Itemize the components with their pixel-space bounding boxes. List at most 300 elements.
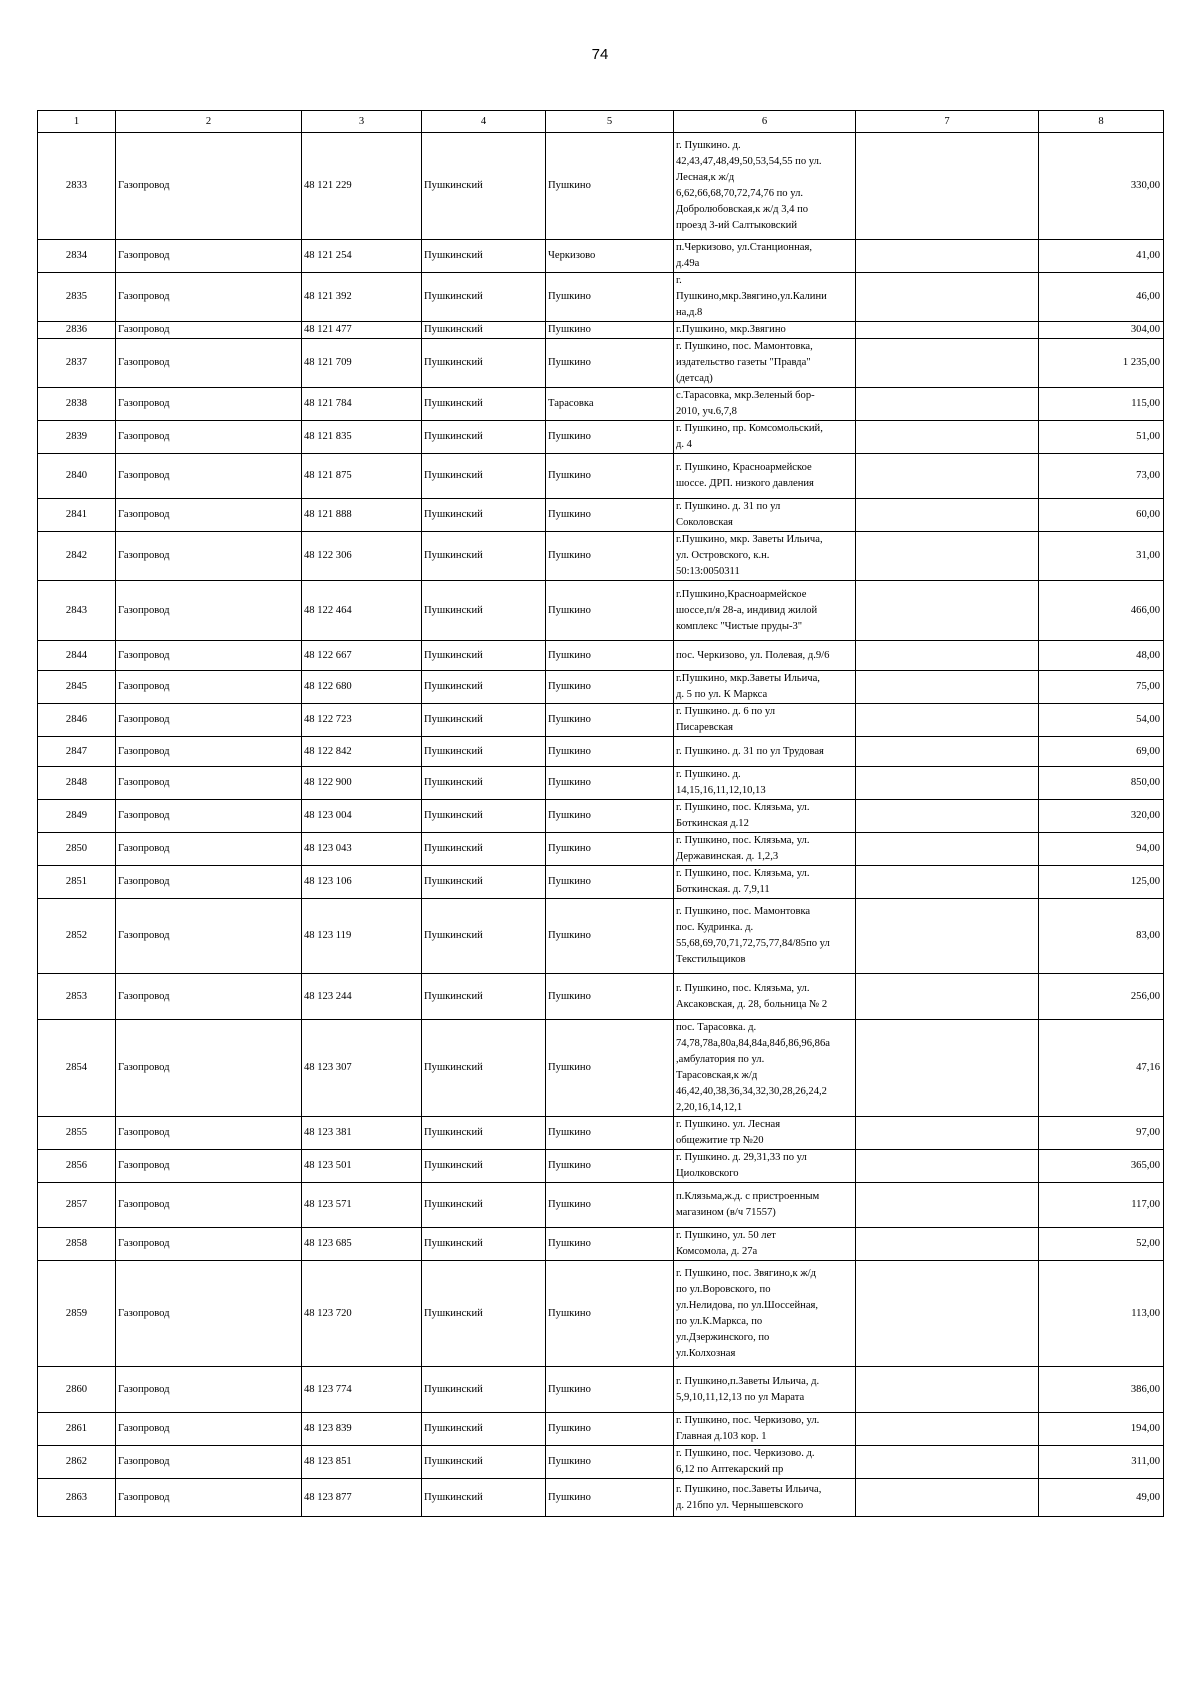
district: Пушкинский — [422, 899, 546, 974]
register-table — [37, 110, 1164, 1517]
column-header: 2 — [116, 111, 302, 133]
table-row — [38, 974, 1164, 1020]
address-line: по ул.Воровского, по — [676, 1283, 771, 1295]
address-line: г.Пушкино,Красноармейское — [676, 588, 807, 600]
address-line: 6,62,66,68,70,72,74,76 по ул. — [676, 188, 804, 199]
object-name: Газопровод — [116, 240, 302, 273]
object-name: Газопровод — [116, 1367, 302, 1413]
locality: Пушкино — [546, 899, 674, 974]
column-header: 1 — [38, 111, 116, 133]
value: 850,00 — [1039, 767, 1164, 800]
object-code: 48 121 229 — [302, 133, 422, 240]
column-7-cell — [856, 388, 1039, 421]
object-code: 48 123 839 — [302, 1413, 422, 1446]
column-7-cell — [856, 1020, 1039, 1117]
object-code: 48 122 900 — [302, 767, 422, 800]
object-code: 48 123 307 — [302, 1020, 422, 1117]
object-name: Газопровод — [116, 1117, 302, 1150]
address-line: г. Пушкино. д. 6 по ул — [676, 706, 775, 717]
address-line: пос. Кудринка. д. — [676, 922, 754, 933]
address-line: Циолковского — [676, 1168, 739, 1179]
object-name: Газопровод — [116, 1261, 302, 1367]
district: Пушкинский — [422, 1413, 546, 1446]
column-7-cell — [856, 1150, 1039, 1183]
column-7-cell — [856, 339, 1039, 388]
table-row — [38, 800, 1164, 833]
district: Пушкинский — [422, 833, 546, 866]
value: 49,00 — [1039, 1479, 1164, 1517]
address-line: Главная д.103 кор. 1 — [676, 1431, 767, 1442]
row-number: 2845 — [38, 671, 116, 704]
object-code: 48 123 004 — [302, 800, 422, 833]
address — [674, 1150, 856, 1183]
object-name: Газопровод — [116, 1150, 302, 1183]
address-line: 5,9,10,11,12,13 по ул Марата — [676, 1391, 805, 1403]
address-line: г. Пушкино, пос. Клязьма, ул. — [676, 835, 810, 846]
object-name: Газопровод — [116, 1479, 302, 1517]
value: 54,00 — [1039, 704, 1164, 737]
table-row — [38, 1117, 1164, 1150]
column-7-cell — [856, 704, 1039, 737]
locality: Пушкино — [546, 1261, 674, 1367]
address — [674, 671, 856, 704]
address — [674, 454, 856, 499]
row-number: 2861 — [38, 1413, 116, 1446]
locality: Пушкино — [546, 499, 674, 532]
locality: Черкизово — [546, 240, 674, 273]
address-line: Текстильщиков — [676, 954, 746, 965]
address-line: 50:13:0050311 — [676, 566, 740, 577]
address-line: Комсомола, д. 27а — [676, 1246, 758, 1257]
row-number: 2852 — [38, 899, 116, 974]
column-7-cell — [856, 974, 1039, 1020]
address-line: Соколовская — [676, 517, 733, 528]
address-line: д.49а — [676, 258, 700, 269]
address-line: Боткинская д.12 — [676, 818, 749, 829]
district: Пушкинский — [422, 866, 546, 899]
value: 73,00 — [1039, 454, 1164, 499]
column-7-cell — [856, 800, 1039, 833]
district: Пушкинский — [422, 388, 546, 421]
object-name: Газопровод — [116, 273, 302, 322]
object-code: 48 123 106 — [302, 866, 422, 899]
column-7-cell — [856, 1367, 1039, 1413]
locality: Пушкино — [546, 322, 674, 339]
address-line: (детсад) — [676, 373, 713, 384]
object-name: Газопровод — [116, 499, 302, 532]
district: Пушкинский — [422, 273, 546, 322]
object-name: Газопровод — [116, 974, 302, 1020]
object-name: Газопровод — [116, 737, 302, 767]
object-code: 48 123 685 — [302, 1228, 422, 1261]
table-row — [38, 1228, 1164, 1261]
column-7-cell — [856, 671, 1039, 704]
column-7-cell — [856, 1228, 1039, 1261]
row-number: 2840 — [38, 454, 116, 499]
locality: Пушкино — [546, 800, 674, 833]
row-number: 2847 — [38, 737, 116, 767]
object-name: Газопровод — [116, 1020, 302, 1117]
district: Пушкинский — [422, 641, 546, 671]
object-name: Газопровод — [116, 671, 302, 704]
row-number: 2837 — [38, 339, 116, 388]
address-line: г. Пушкино. ул. Лесная — [676, 1119, 781, 1130]
locality: Пушкино — [546, 671, 674, 704]
row-number: 2857 — [38, 1183, 116, 1228]
address-line: Аксаковская, д. 28, больница № 2 — [676, 998, 828, 1010]
column-7-cell — [856, 499, 1039, 532]
row-number: 2836 — [38, 322, 116, 339]
district: Пушкинский — [422, 737, 546, 767]
value: 256,00 — [1039, 974, 1164, 1020]
table-row — [38, 499, 1164, 532]
address-line: Лесная,к ж/д — [676, 172, 735, 183]
address — [674, 1413, 856, 1446]
address-line: 42,43,47,48,49,50,53,54,55 по ул. — [676, 156, 822, 167]
address-line: по ул.К.Маркса, по — [676, 1315, 763, 1327]
district: Пушкинский — [422, 1183, 546, 1228]
address-line: пос. Тарасовка. д. — [676, 1022, 757, 1033]
column-7-cell — [856, 1413, 1039, 1446]
row-number: 2843 — [38, 581, 116, 641]
district: Пушкинский — [422, 1117, 546, 1150]
row-number: 2851 — [38, 866, 116, 899]
row-number: 2844 — [38, 641, 116, 671]
value: 47,16 — [1039, 1020, 1164, 1117]
object-code: 48 121 254 — [302, 240, 422, 273]
value: 115,00 — [1039, 388, 1164, 421]
object-code: 48 123 043 — [302, 833, 422, 866]
address-line: шоссе,п/я 28-а, индивид жилой — [676, 604, 818, 616]
column-7-cell — [856, 1183, 1039, 1228]
address-line: Тарасовская,к ж/д — [676, 1070, 758, 1081]
row-number: 2835 — [38, 273, 116, 322]
object-code: 48 121 709 — [302, 339, 422, 388]
locality: Пушкино — [546, 866, 674, 899]
address-line: 46,42,40,38,36,34,32,30,28,26,24,2 — [676, 1086, 827, 1097]
row-number: 2839 — [38, 421, 116, 454]
row-number: 2848 — [38, 767, 116, 800]
object-name: Газопровод — [116, 532, 302, 581]
address-line: на,д.8 — [676, 307, 703, 318]
row-number: 2854 — [38, 1020, 116, 1117]
address — [674, 1117, 856, 1150]
locality: Тарасовка — [546, 388, 674, 421]
address-line: ул. Островского, к.н. — [676, 550, 770, 561]
address-line: г. Пушкино, пр. Комсомольский, — [676, 423, 823, 434]
table-row — [38, 1020, 1164, 1117]
object-name: Газопровод — [116, 641, 302, 671]
object-code: 48 122 680 — [302, 671, 422, 704]
object-code: 48 123 877 — [302, 1479, 422, 1517]
value: 304,00 — [1039, 322, 1164, 339]
object-code: 48 123 774 — [302, 1367, 422, 1413]
address-line: 55,68,69,70,71,72,75,77,84/85по ул — [676, 938, 830, 949]
address-line: г. Пушкино. д. 29,31,33 по ул — [676, 1152, 807, 1163]
locality: Пушкино — [546, 1228, 674, 1261]
value: 194,00 — [1039, 1413, 1164, 1446]
address-line: издательство газеты "Правда" — [676, 357, 811, 368]
table-row — [38, 1413, 1164, 1446]
object-code: 48 121 477 — [302, 322, 422, 339]
column-7-cell — [856, 581, 1039, 641]
locality: Пушкино — [546, 767, 674, 800]
table-row — [38, 454, 1164, 499]
address — [674, 339, 856, 388]
district: Пушкинский — [422, 1150, 546, 1183]
object-code: 48 123 571 — [302, 1183, 422, 1228]
address-line: г. Пушкино. д. — [676, 769, 741, 780]
object-code: 48 123 501 — [302, 1150, 422, 1183]
table-header-row — [38, 111, 1164, 133]
address-line: г.Пушкино, мкр.Заветы Ильича, — [676, 673, 820, 684]
address-line: 14,15,16,11,12,10,13 — [676, 785, 766, 796]
locality: Пушкино — [546, 273, 674, 322]
object-name: Газопровод — [116, 833, 302, 866]
district: Пушкинский — [422, 800, 546, 833]
address-line: г. Пушкино,п.Заветы Ильича, д. — [676, 1375, 820, 1387]
locality: Пушкино — [546, 1020, 674, 1117]
locality: Пушкино — [546, 454, 674, 499]
column-header: 3 — [302, 111, 422, 133]
object-code: 48 123 119 — [302, 899, 422, 974]
locality: Пушкино — [546, 532, 674, 581]
locality: Пушкино — [546, 1150, 674, 1183]
district: Пушкинский — [422, 1261, 546, 1367]
address-line: Боткинская. д. 7,9,11 — [676, 884, 770, 895]
address — [674, 532, 856, 581]
table-row — [38, 767, 1164, 800]
address-line: 2010, уч.6,7,8 — [676, 406, 737, 417]
district: Пушкинский — [422, 704, 546, 737]
object-name: Газопровод — [116, 581, 302, 641]
column-header: 8 — [1039, 111, 1164, 133]
value: 117,00 — [1039, 1183, 1164, 1228]
address-line: г. Пушкино, пос. Клязьма, ул. — [676, 868, 810, 879]
value: 69,00 — [1039, 737, 1164, 767]
object-code: 48 121 888 — [302, 499, 422, 532]
column-7-cell — [856, 737, 1039, 767]
locality: Пушкино — [546, 1183, 674, 1228]
address-line: г. Пушкино, пос. Мамонтовка, — [676, 341, 813, 352]
column-7-cell — [856, 322, 1039, 339]
column-7-cell — [856, 1479, 1039, 1517]
address-line: г. Пушкино, пос. Мамонтовка — [676, 906, 811, 917]
value: 46,00 — [1039, 273, 1164, 322]
address-line: проезд 3-ий Салтыковский — [676, 220, 797, 231]
object-name: Газопровод — [116, 899, 302, 974]
address-line: г. Пушкино, пос.Заветы Ильича, — [676, 1483, 822, 1495]
object-name: Газопровод — [116, 1413, 302, 1446]
row-number: 2850 — [38, 833, 116, 866]
address — [674, 1261, 856, 1367]
value: 320,00 — [1039, 800, 1164, 833]
row-number: 2855 — [38, 1117, 116, 1150]
row-number: 2862 — [38, 1446, 116, 1479]
address-line: ул.Дзержинского, по — [676, 1331, 770, 1343]
address-line: г. Пушкино, пос. Клязьма, ул. — [676, 982, 810, 994]
table-row — [38, 581, 1164, 641]
column-7-cell — [856, 1117, 1039, 1150]
address — [674, 899, 856, 974]
object-code: 48 123 720 — [302, 1261, 422, 1367]
object-name: Газопровод — [116, 339, 302, 388]
object-name: Газопровод — [116, 704, 302, 737]
column-header: 7 — [856, 111, 1039, 133]
row-number: 2838 — [38, 388, 116, 421]
district: Пушкинский — [422, 671, 546, 704]
row-number: 2860 — [38, 1367, 116, 1413]
locality: Пушкино — [546, 833, 674, 866]
district: Пушкинский — [422, 1446, 546, 1479]
column-7-cell — [856, 454, 1039, 499]
value: 75,00 — [1039, 671, 1164, 704]
locality: Пушкино — [546, 339, 674, 388]
table-row — [38, 833, 1164, 866]
value: 31,00 — [1039, 532, 1164, 581]
address — [674, 1479, 856, 1517]
value: 125,00 — [1039, 866, 1164, 899]
locality: Пушкино — [546, 133, 674, 240]
row-number: 2856 — [38, 1150, 116, 1183]
value: 97,00 — [1039, 1117, 1164, 1150]
locality: Пушкино — [546, 737, 674, 767]
address — [674, 1228, 856, 1261]
row-number: 2834 — [38, 240, 116, 273]
row-number: 2849 — [38, 800, 116, 833]
address — [674, 1367, 856, 1413]
address — [674, 1446, 856, 1479]
object-code: 48 121 835 — [302, 421, 422, 454]
address-line: Пушкино,мкр.Звягино,ул.Калини — [676, 291, 827, 302]
table-row — [38, 339, 1164, 388]
address-line: ,амбулатория по ул. — [676, 1054, 765, 1065]
table-row — [38, 1446, 1164, 1479]
row-number: 2858 — [38, 1228, 116, 1261]
address — [674, 388, 856, 421]
table-row — [38, 421, 1164, 454]
district: Пушкинский — [422, 322, 546, 339]
address-line: г. Пушкино, пос. Черкизово. д. — [676, 1448, 815, 1459]
object-name: Газопровод — [116, 1228, 302, 1261]
district: Пушкинский — [422, 133, 546, 240]
value: 311,00 — [1039, 1446, 1164, 1479]
object-code: 48 122 667 — [302, 641, 422, 671]
page-number: 74 — [591, 46, 609, 63]
locality: Пушкино — [546, 1413, 674, 1446]
table-row — [38, 704, 1164, 737]
address — [674, 240, 856, 273]
object-code: 48 122 723 — [302, 704, 422, 737]
table-row — [38, 240, 1164, 273]
column-7-cell — [856, 1261, 1039, 1367]
table-row — [38, 273, 1164, 322]
address — [674, 833, 856, 866]
object-code: 48 121 875 — [302, 454, 422, 499]
object-name: Газопровод — [116, 1183, 302, 1228]
address — [674, 322, 856, 339]
row-number: 2842 — [38, 532, 116, 581]
column-7-cell — [856, 1446, 1039, 1479]
address — [674, 767, 856, 800]
address-line: г. Пушкино, пос. Черкизово, ул. — [676, 1415, 820, 1426]
column-7-cell — [856, 767, 1039, 800]
value: 41,00 — [1039, 240, 1164, 273]
locality: Пушкино — [546, 581, 674, 641]
table-row — [38, 1367, 1164, 1413]
address — [674, 704, 856, 737]
row-number: 2863 — [38, 1479, 116, 1517]
address-line: д. 4 — [676, 439, 692, 450]
address-line: г. — [676, 275, 682, 286]
address-line: Писаревская — [676, 722, 734, 733]
object-name: Газопровод — [116, 133, 302, 240]
address — [674, 974, 856, 1020]
district: Пушкинский — [422, 499, 546, 532]
address-line: Державинская. д. 1,2,3 — [676, 851, 779, 862]
address — [674, 133, 856, 240]
row-number: 2853 — [38, 974, 116, 1020]
address — [674, 641, 856, 671]
column-7-cell — [856, 532, 1039, 581]
object-name: Газопровод — [116, 767, 302, 800]
address-line: д. 5 по ул. К Маркса — [676, 689, 768, 700]
value: 386,00 — [1039, 1367, 1164, 1413]
column-header: 6 — [674, 111, 856, 133]
address-line: 6,12 по Аптекарский пр — [676, 1464, 784, 1475]
column-7-cell — [856, 240, 1039, 273]
address — [674, 800, 856, 833]
locality: Пушкино — [546, 1446, 674, 1479]
district: Пушкинский — [422, 532, 546, 581]
district: Пушкинский — [422, 1367, 546, 1413]
address-line: ул.Колхозная — [676, 1347, 736, 1359]
table-row — [38, 133, 1164, 240]
table-row — [38, 1183, 1164, 1228]
district: Пушкинский — [422, 767, 546, 800]
object-name: Газопровод — [116, 322, 302, 339]
address — [674, 499, 856, 532]
object-name: Газопровод — [116, 388, 302, 421]
address-line: г. Пушкино, пос. Звягино,к ж/д — [676, 1267, 816, 1279]
locality: Пушкино — [546, 1117, 674, 1150]
table-row — [38, 671, 1164, 704]
value: 1 235,00 — [1039, 339, 1164, 388]
column-7-cell — [856, 899, 1039, 974]
address-line: г.Пушкино, мкр.Звягино — [676, 324, 786, 335]
district: Пушкинский — [422, 581, 546, 641]
column-7-cell — [856, 273, 1039, 322]
row-number: 2846 — [38, 704, 116, 737]
district: Пушкинский — [422, 974, 546, 1020]
object-name: Газопровод — [116, 454, 302, 499]
object-code: 48 123 381 — [302, 1117, 422, 1150]
address-line: г. Пушкино. д. 31 по ул Трудовая — [676, 745, 824, 757]
value: 330,00 — [1039, 133, 1164, 240]
value: 94,00 — [1039, 833, 1164, 866]
row-number: 2833 — [38, 133, 116, 240]
value: 51,00 — [1039, 421, 1164, 454]
locality: Пушкино — [546, 421, 674, 454]
locality: Пушкино — [546, 641, 674, 671]
address-line: 74,78,78а,80а,84,84а,84б,86,96,86а — [676, 1038, 830, 1049]
value: 83,00 — [1039, 899, 1164, 974]
locality: Пушкино — [546, 974, 674, 1020]
address — [674, 581, 856, 641]
address-line: Добролюбовская,к ж/д 3,4 по — [676, 204, 809, 215]
address — [674, 1183, 856, 1228]
address — [674, 866, 856, 899]
